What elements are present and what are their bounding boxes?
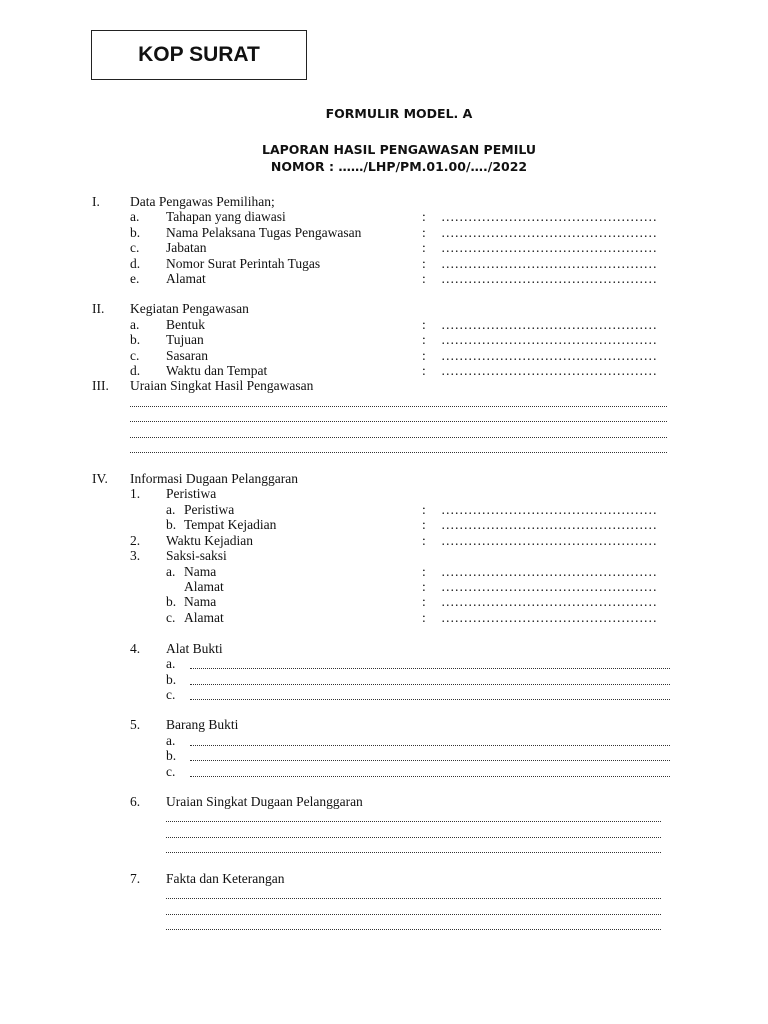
colon: : — [422, 579, 426, 594]
item-letter: c. — [166, 764, 176, 779]
point-title: Fakta dan Keterangan — [166, 871, 285, 886]
item-label: Nama Pelaksana Tugas Pengawasan — [166, 225, 362, 240]
fill-line: ………………………………………… — [441, 348, 657, 363]
item-letter: a. — [130, 317, 140, 332]
item-label: Alamat — [166, 271, 206, 286]
colon: : — [422, 209, 426, 224]
item-letter: a. — [130, 209, 140, 224]
fill-line — [190, 684, 670, 685]
fill-line: ………………………………………… — [441, 502, 657, 517]
section-number: III. — [92, 378, 109, 393]
item-letter: b. — [166, 594, 177, 609]
point-number: 6. — [130, 794, 141, 809]
fill-line — [130, 421, 667, 422]
colon: : — [422, 564, 426, 579]
colon: : — [422, 317, 426, 332]
item-label: Nama — [184, 594, 217, 609]
fill-line: ………………………………………… — [441, 225, 657, 240]
fill-line: ………………………………………… — [441, 610, 657, 625]
item-letter: b. — [130, 332, 141, 347]
fill-line: ………………………………………… — [441, 579, 657, 594]
fill-line — [166, 898, 661, 899]
fill-line: ………………………………………… — [441, 594, 657, 609]
section-title: Informasi Dugaan Pelanggaran — [130, 471, 298, 486]
item-label: Nama — [184, 564, 217, 579]
item-letter: c. — [130, 348, 140, 363]
section-number: II. — [92, 301, 105, 316]
item-label: Jabatan — [166, 240, 207, 255]
item-letter: d. — [130, 363, 141, 378]
section-title: Data Pengawas Pemilihan; — [130, 194, 275, 209]
point-number: 1. — [130, 486, 141, 501]
colon: : — [422, 256, 426, 271]
fill-line: ………………………………………… — [441, 240, 657, 255]
item-label: Peristiwa — [184, 502, 235, 517]
fill-line — [190, 745, 670, 746]
section-number: I. — [92, 194, 100, 209]
item-label: Bentuk — [166, 317, 205, 332]
fill-line — [166, 837, 661, 838]
colon: : — [422, 240, 426, 255]
item-letter: b. — [166, 517, 177, 532]
section-title: Kegiatan Pengawasan — [130, 301, 249, 316]
fill-line: ………………………………………… — [441, 317, 657, 332]
item-letter: c. — [166, 687, 176, 702]
colon: : — [422, 502, 426, 517]
fill-line — [166, 914, 661, 915]
fill-line — [190, 760, 670, 761]
fill-line — [190, 699, 670, 700]
fill-line: ………………………………………… — [441, 209, 657, 224]
fill-line: ………………………………………… — [441, 271, 657, 286]
kop-surat-label: KOP SURAT — [138, 43, 260, 66]
item-letter: a. — [166, 564, 176, 579]
colon: : — [422, 332, 426, 347]
item-label: Waktu dan Tempat — [166, 363, 268, 378]
point-number: 4. — [130, 641, 141, 656]
point-title: Saksi-saksi — [166, 548, 227, 563]
fill-line — [130, 452, 667, 453]
item-label: Sasaran — [166, 348, 208, 363]
item-label: Nomor Surat Perintah Tugas — [166, 256, 321, 271]
colon: : — [422, 610, 426, 625]
form-model-heading: FORMULIR MODEL. A — [325, 106, 473, 121]
point-title: Peristiwa — [166, 486, 217, 501]
fill-line: ………………………………………… — [441, 564, 657, 579]
item-label: Alamat — [184, 610, 224, 625]
point-title: Barang Bukti — [166, 717, 239, 732]
fill-line: ………………………………………… — [441, 256, 657, 271]
section-title: Uraian Singkat Hasil Pengawasan — [130, 378, 314, 393]
point-title: Alat Bukti — [166, 641, 223, 656]
colon: : — [422, 517, 426, 532]
item-letter: e. — [130, 271, 140, 286]
item-letter: a. — [166, 733, 176, 748]
item-letter: b. — [130, 225, 141, 240]
fill-line — [166, 852, 661, 853]
fill-line — [166, 929, 661, 930]
colon: : — [422, 348, 426, 363]
fill-line — [130, 437, 667, 438]
colon: : — [422, 363, 426, 378]
point-number: 5. — [130, 717, 141, 732]
item-letter: c. — [130, 240, 140, 255]
item-label: Tempat Kejadian — [184, 517, 277, 532]
fill-line — [190, 776, 670, 777]
report-title: LAPORAN HASIL PENGAWASAN PEMILU — [261, 142, 537, 157]
fill-line: ………………………………………… — [441, 517, 657, 532]
colon: : — [422, 225, 426, 240]
item-letter: a. — [166, 656, 176, 671]
item-label: Tahapan yang diawasi — [166, 209, 286, 224]
point-number: 7. — [130, 871, 141, 886]
point-title: Uraian Singkat Dugaan Pelanggaran — [166, 794, 363, 809]
colon: : — [422, 594, 426, 609]
point-number: 2. — [130, 533, 141, 548]
point-number: 3. — [130, 548, 141, 563]
fill-line — [190, 668, 670, 669]
kop-surat-box — [91, 30, 307, 80]
fill-line: ………………………………………… — [441, 363, 657, 378]
fill-line: ………………………………………… — [441, 533, 657, 548]
fill-line: ………………………………………… — [441, 332, 657, 347]
section-number: IV. — [92, 471, 108, 486]
item-letter: a. — [166, 502, 176, 517]
item-letter: d. — [130, 256, 141, 271]
item-label: Alamat — [184, 579, 224, 594]
colon: : — [422, 271, 426, 286]
fill-line — [166, 821, 661, 822]
item-letter: c. — [166, 610, 176, 625]
colon: : — [422, 533, 426, 548]
item-letter: b. — [166, 748, 177, 763]
item-letter: b. — [166, 672, 177, 687]
point-title: Waktu Kejadian — [166, 533, 254, 548]
item-label: Tujuan — [166, 332, 204, 347]
fill-line — [130, 406, 667, 407]
report-number: NOMOR : ……/LHP/PM.01.00/…./2022 — [270, 159, 528, 174]
